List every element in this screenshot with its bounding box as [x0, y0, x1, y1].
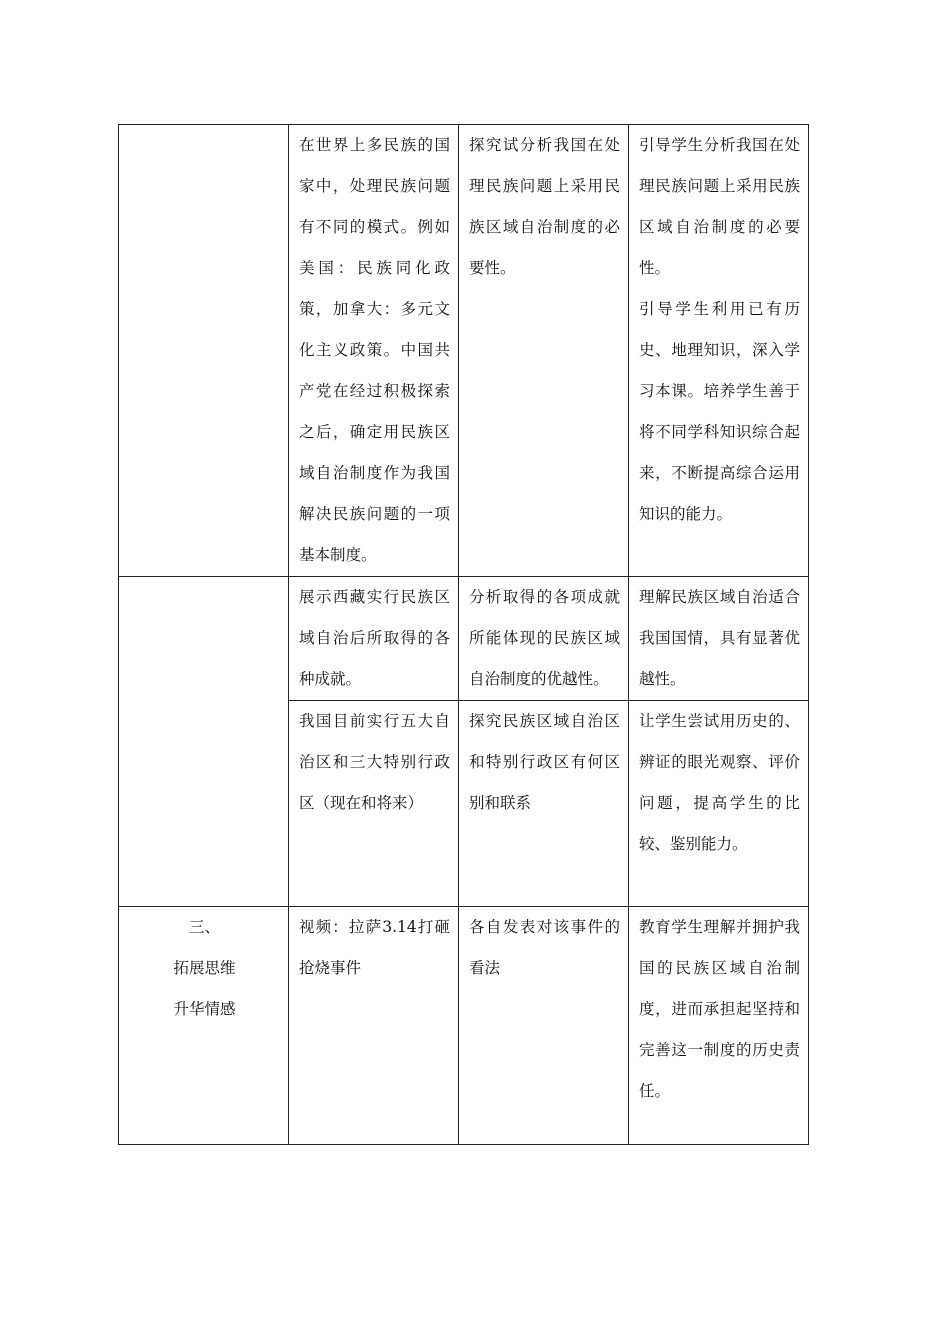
teaching-content-text: 在世界上多民族的国家中，处理民族问题有不同的模式。例如美国：民族同化政策，加拿大：多元文化主义政策。中国共产党在经过积极探索之后，确定用民族区域自治制度作为我国解决民族问题的一项基本制度。: [299, 136, 450, 564]
stage-cell: [119, 125, 289, 577]
stage-number: 三、: [188, 918, 220, 936]
stage-title-line2: 升华情感: [173, 1000, 236, 1018]
table-row: [119, 125, 809, 577]
design-intent-cell: [629, 125, 809, 577]
student-activity-text: 探究民族区域自治区和特别行政区有何区别和联系: [469, 712, 620, 812]
design-intent-cell: [629, 907, 809, 1145]
student-activity-cell: [459, 577, 629, 701]
teaching-content-text: 视频：拉萨3.14打砸抢烧事件: [299, 918, 450, 977]
teaching-content-cell: [289, 577, 459, 701]
stage-cell: [119, 907, 289, 1145]
design-intent-cell: [629, 701, 809, 907]
student-activity-cell: [459, 907, 629, 1145]
stage-cell: [119, 577, 289, 907]
design-intent-text: 引导学生分析我国在处理民族问题上采用民族区域自治制度的必要性。: [639, 136, 800, 277]
teaching-content-cell: [289, 701, 459, 907]
student-activity-cell: [459, 701, 629, 907]
table-row: [119, 577, 809, 701]
design-intent-text: 理解民族区域自治适合我国国情，具有显著优越性。: [639, 588, 800, 688]
design-intent-text: 引导学生利用已有历史、地理知识，深入学习本课。培养学生善于将不同学科知识综合起来，不断提高综合运用知识的能力。: [639, 300, 800, 523]
teaching-content-text: 我国目前实行五大自治区和三大特别行政区（现在和将来）: [299, 712, 450, 812]
student-activity-text: 各自发表对该事件的看法: [469, 918, 620, 977]
design-intent-cell: [629, 577, 809, 701]
teaching-content-cell: [289, 907, 459, 1145]
teaching-content-text: 展示西藏实行民族区域自治后所取得的各种成就。: [299, 588, 450, 688]
student-activity-text: 分析取得的各项成就所能体现的民族区域自治制度的优越性。: [469, 588, 620, 688]
lesson-plan-table: [118, 124, 809, 1145]
stage-title-line1: 拓展思维: [173, 959, 236, 977]
table-row: [119, 907, 809, 1145]
student-activity-cell: [459, 125, 629, 577]
student-activity-text: 探究试分析我国在处理民族问题上采用民族区域自治制度的必要性。: [469, 136, 620, 277]
design-intent-text: 让学生尝试用历史的、辨证的眼光观察、评价问题，提高学生的比较、鉴别能力。: [639, 712, 800, 853]
design-intent-text: 教育学生理解并拥护我国的民族区域自治制度，进而承担起坚持和完善这一制度的历史责任。: [639, 918, 800, 1100]
teaching-content-cell: [289, 125, 459, 577]
